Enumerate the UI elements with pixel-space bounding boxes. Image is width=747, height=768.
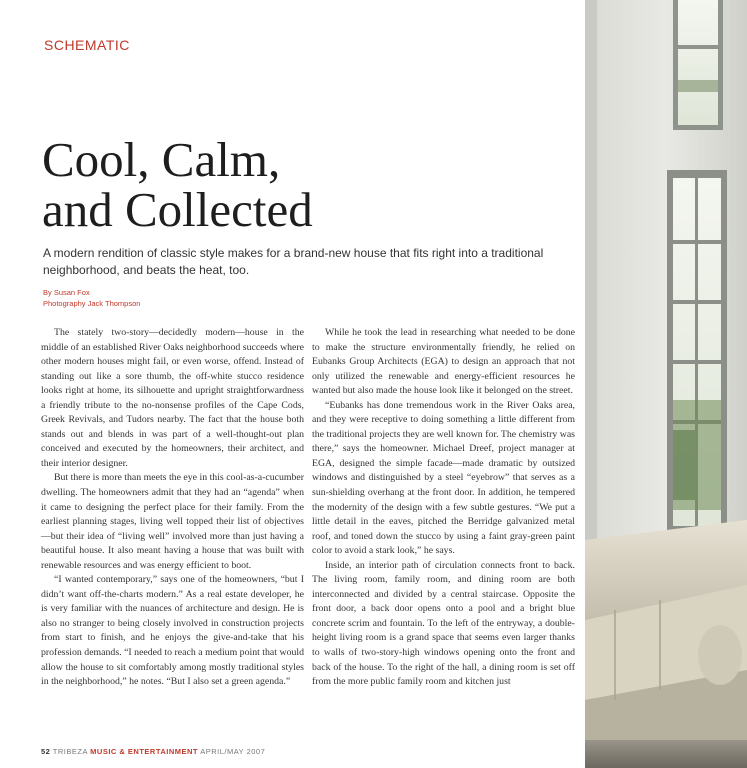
- page-footer: [41, 747, 265, 756]
- paragraph: Inside, an interior path of circulation connects front to back. The living room, family room, and dining room are both interconnected and divided by a central staircase. Opposite the front door, a back door opens onto a pool and a bright blue concrete scrim and fountain. To the left of the entryway, a double-height living room is a grand space that seems even larger thanks to walls of two-story-high windows opening onto the front and back of the house. To the right of the hall, a dining room is set off from the more public family room and kitchen just: [312, 559, 575, 688]
- body-column-2: [312, 326, 575, 690]
- magazine-name: TRIBEZA: [52, 747, 88, 756]
- headline-line-1: Cool, Calm,: [42, 132, 281, 187]
- section-label: SCHEMATIC: [44, 37, 130, 53]
- paragraph: “I wanted contemporary,” says one of the homeowners, “but I didn’t want off-the-charts modern.” As a real estate developer, he is very familiar with the nuances of architecture and design. He is also no stranger to being closely involved in construction projects from start to finish, and he enjoys the give-and-take that his profession demands. “I needed to reach a medium point that would allow the house to sit comfortably among mostly traditional styles in the neighborhood,” he notes. “But I also set a green agenda.”: [41, 574, 304, 688]
- headline-line-2: and Collected: [42, 182, 313, 237]
- paragraph: The stately two-story—decidedly modern—house in the middle of an established River Oaks neighborhood succeeds where other modern houses might fail, or even worse, offend. Instead of standing out like a sore thumb, the off-white stucco residence looks right at home, its silhouette and upright straightforwardness a friendly tribute to the no-nonsense profiles of the Cape Cods, Greek Revivals, and Tudors nearby. The fact that the house both stands out and blends in was part of a well-thought-out plan conceived and executed by the homeowners, their architect, and their interior designer.: [41, 327, 304, 469]
- footer-section: MUSIC & ENTERTAINMENT: [90, 747, 199, 756]
- credits: [43, 287, 140, 309]
- paragraph: But there is more than meets the eye in this cool-as-a-cucumber dwelling. The homeowners admit that they had an “agenda” when it came to designing the perfect place for their family. From the earliest planning stages, living well topped their list of objectives—but their idea of “living well” involved more than just having a beautiful house. It also meant having a house that was built with renewable resources and was energy efficient to boot.: [41, 472, 304, 571]
- byline: By Susan Fox: [43, 288, 90, 297]
- paragraph: “Eubanks has done tremendous work in the River Oaks area, and they were receptive to doing something a little different from the traditional projects they are well known for. The chemistry was there,” says the homeowner. Michael Dreef, project manager at EGA, designed the simple facade—made dramatic by outsized windows and distinguished by a steel “eyebrow” that serves as a sun-shielding overhang at the front door. In addition, he tempered the modernity of the design with a few subtle gestures. “We put a little detail in the eaves, pitched the Berridge galvanized metal roof, and toned down the stucco by using a faint gray-green paint color to avoid a stark look,” he says.: [312, 399, 575, 557]
- interior-photo: [585, 0, 747, 768]
- headline: [42, 132, 582, 237]
- deck-subtitle: A modern rendition of classic style makes for a brand-new house that fits right into a traditional neighborhood, and beats the heat, too.: [43, 246, 544, 277]
- paragraph: While he took the lead in researching what needed to be done to make the structure environmentally friendly, he relied on Eubanks Group Architects (EGA) to design an approach that not only utilized the renewable and energy-efficient resources he wanted but also made the house look like it belonged on the street.: [312, 327, 575, 397]
- issue-date: APRIL/MAY 2007: [200, 747, 266, 756]
- body-column-1: [41, 326, 304, 690]
- photo-credit: Photography Jack Thompson: [43, 299, 141, 308]
- page-number: 52: [41, 747, 51, 756]
